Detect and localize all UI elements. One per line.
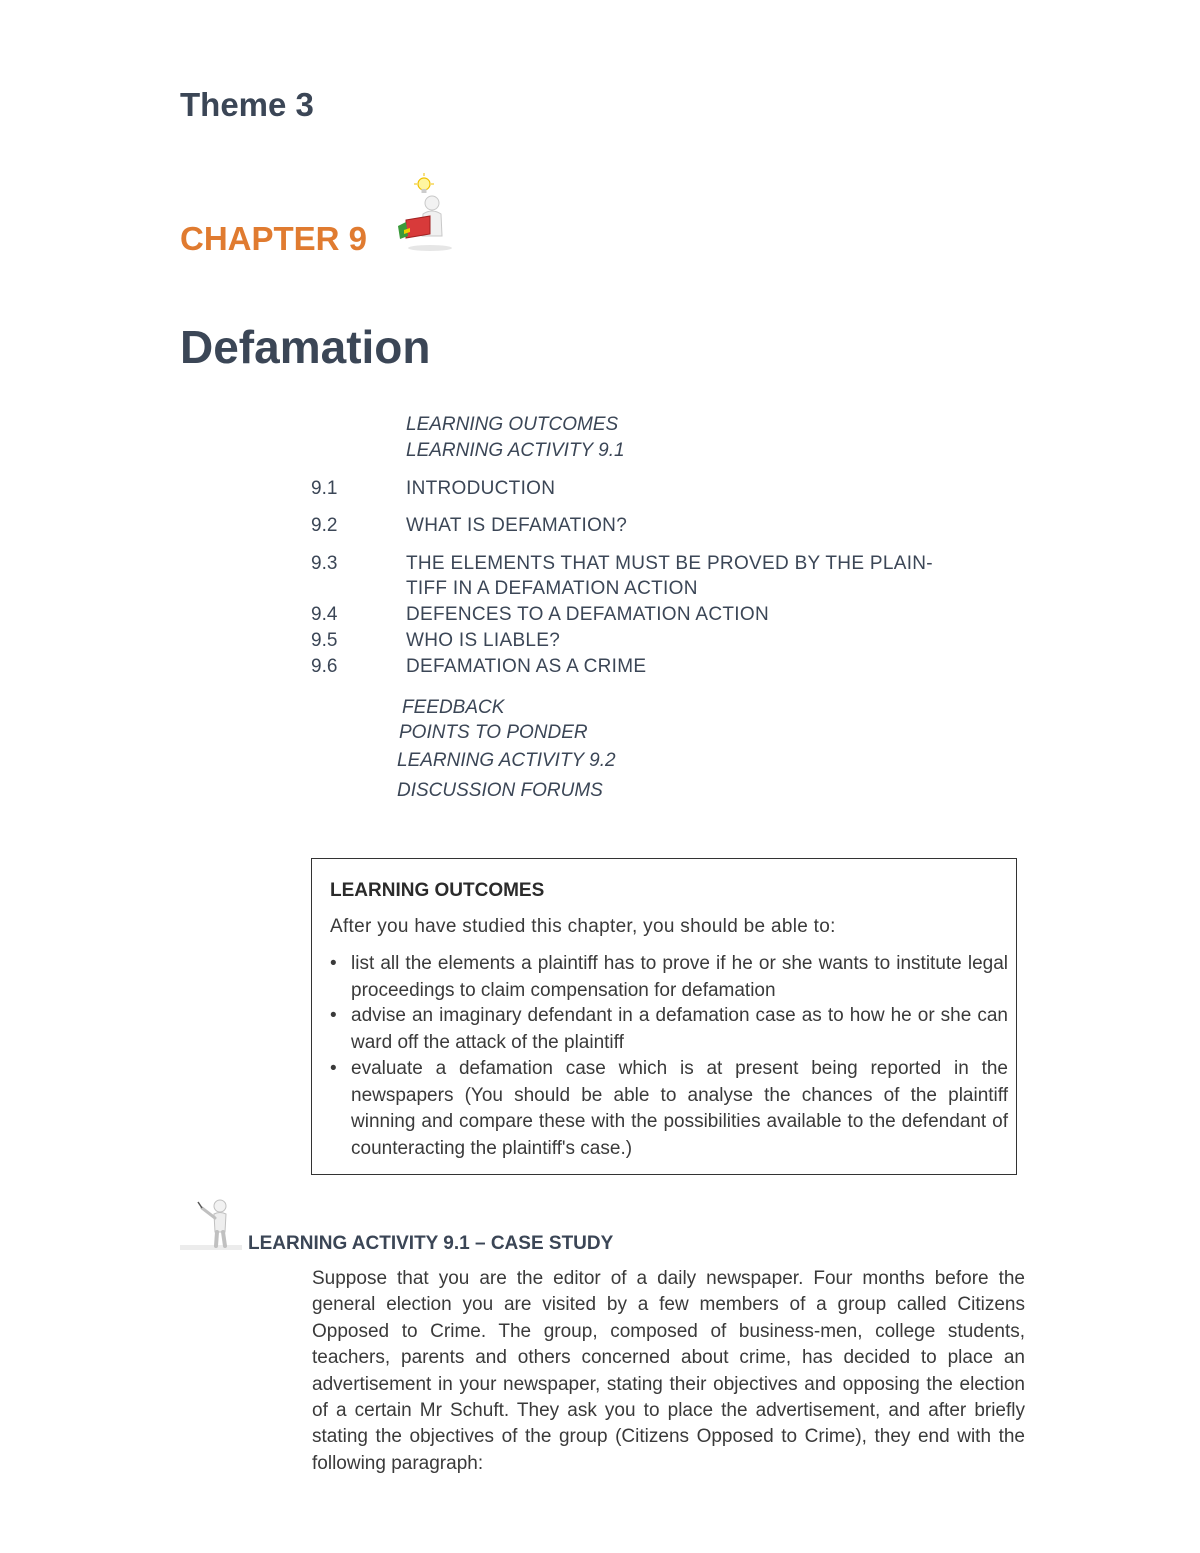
toc-link-learning-activity-9-1[interactable]: LEARNING ACTIVITY 9.1 xyxy=(406,440,625,461)
toc-link-elements-continued[interactable]: TIFF IN A DEFAMATION ACTION xyxy=(406,578,698,599)
toc-link-elements[interactable]: THE ELEMENTS THAT MUST BE PROVED BY THE PLAIN- xyxy=(406,553,933,574)
toc-link-defences[interactable]: DEFENCES TO A DEFAMATION ACTION xyxy=(406,604,769,625)
list-item-text: advise an imaginary defendant in a defamation case as to how he or she can ward off the attack of the plaintiff xyxy=(351,1005,1008,1053)
bullet-icon: • xyxy=(330,1058,337,1079)
toc-link-what-is-defamation[interactable]: WHAT IS DEFAMATION? xyxy=(406,515,628,536)
toc-link-points-to-ponder[interactable]: POINTS TO PONDER xyxy=(399,722,588,743)
list-item xyxy=(330,1003,1008,1057)
toc-section-number: 9.6 xyxy=(311,656,338,677)
toc-link-who-is-liable[interactable]: WHO IS LIABLE? xyxy=(406,630,561,651)
toc-section-number: 9.4 xyxy=(311,604,338,625)
toc-link-defamation-as-crime[interactable]: DEFAMATION AS A CRIME xyxy=(406,656,647,677)
toc-link-learning-activity-9-2[interactable]: LEARNING ACTIVITY 9.2 xyxy=(397,750,616,771)
toc-section-number: 9.3 xyxy=(311,553,338,574)
toc-section-number: 9.5 xyxy=(311,630,338,651)
toc-section-number: 9.1 xyxy=(311,478,338,499)
theme-label: Theme 3 xyxy=(180,86,314,123)
toc-link-feedback[interactable]: FEEDBACK xyxy=(402,697,505,718)
toc-link-discussion-forums[interactable]: DISCUSSION FORUMS xyxy=(397,780,603,801)
toc-link-learning-outcomes[interactable]: LEARNING OUTCOMES xyxy=(406,414,619,435)
toc-link-introduction[interactable]: INTRODUCTION xyxy=(406,478,556,499)
list-item-text: evaluate a defamation case which is at present being reported in the newspapers (You should be able to analyse the chances of the plaintiff winning and compare these with the possibilities available to the defendant of counteracting the plaintiff's case.) xyxy=(351,1058,1008,1159)
activity-paragraph: Suppose that you are the editor of a daily newspaper. Four months before the general election you are visited by a few members of a group called Citizens Opposed to Crime. The group, composed of business-men, college students, teachers, parents and others concerned about crime, has decided to place an advertisement in your newspaper, stating their objectives and opposing the election of a certain Mr Schuft. They ask you to place the advertisement, and after briefly stating the objectives of the group (Citizens Opposed to Crime), they end with the following paragraph: xyxy=(312,1268,1025,1474)
list-item-text: list all the elements a plaintiff has to prove if he or she wants to institute legal proceedings to claim compensation for defamation xyxy=(351,953,1008,1001)
learning-outcomes-intro: After you have studied this chapter, you should be able to: xyxy=(330,916,836,937)
person-pointing-icon xyxy=(180,1196,246,1254)
list-item xyxy=(330,1056,1008,1164)
activity-heading: LEARNING ACTIVITY 9.1 – CASE STUDY xyxy=(248,1233,614,1254)
chapter-title: Defamation xyxy=(180,321,431,373)
chapter-heading: CHAPTER 9 xyxy=(180,220,368,257)
bullet-icon: • xyxy=(330,953,337,974)
list-item xyxy=(330,951,1008,1005)
toc-section-number: 9.2 xyxy=(311,515,338,536)
person-reading-lightbulb-icon xyxy=(392,170,456,252)
learning-outcomes-heading: LEARNING OUTCOMES xyxy=(330,880,545,901)
bullet-icon: • xyxy=(330,1005,337,1026)
